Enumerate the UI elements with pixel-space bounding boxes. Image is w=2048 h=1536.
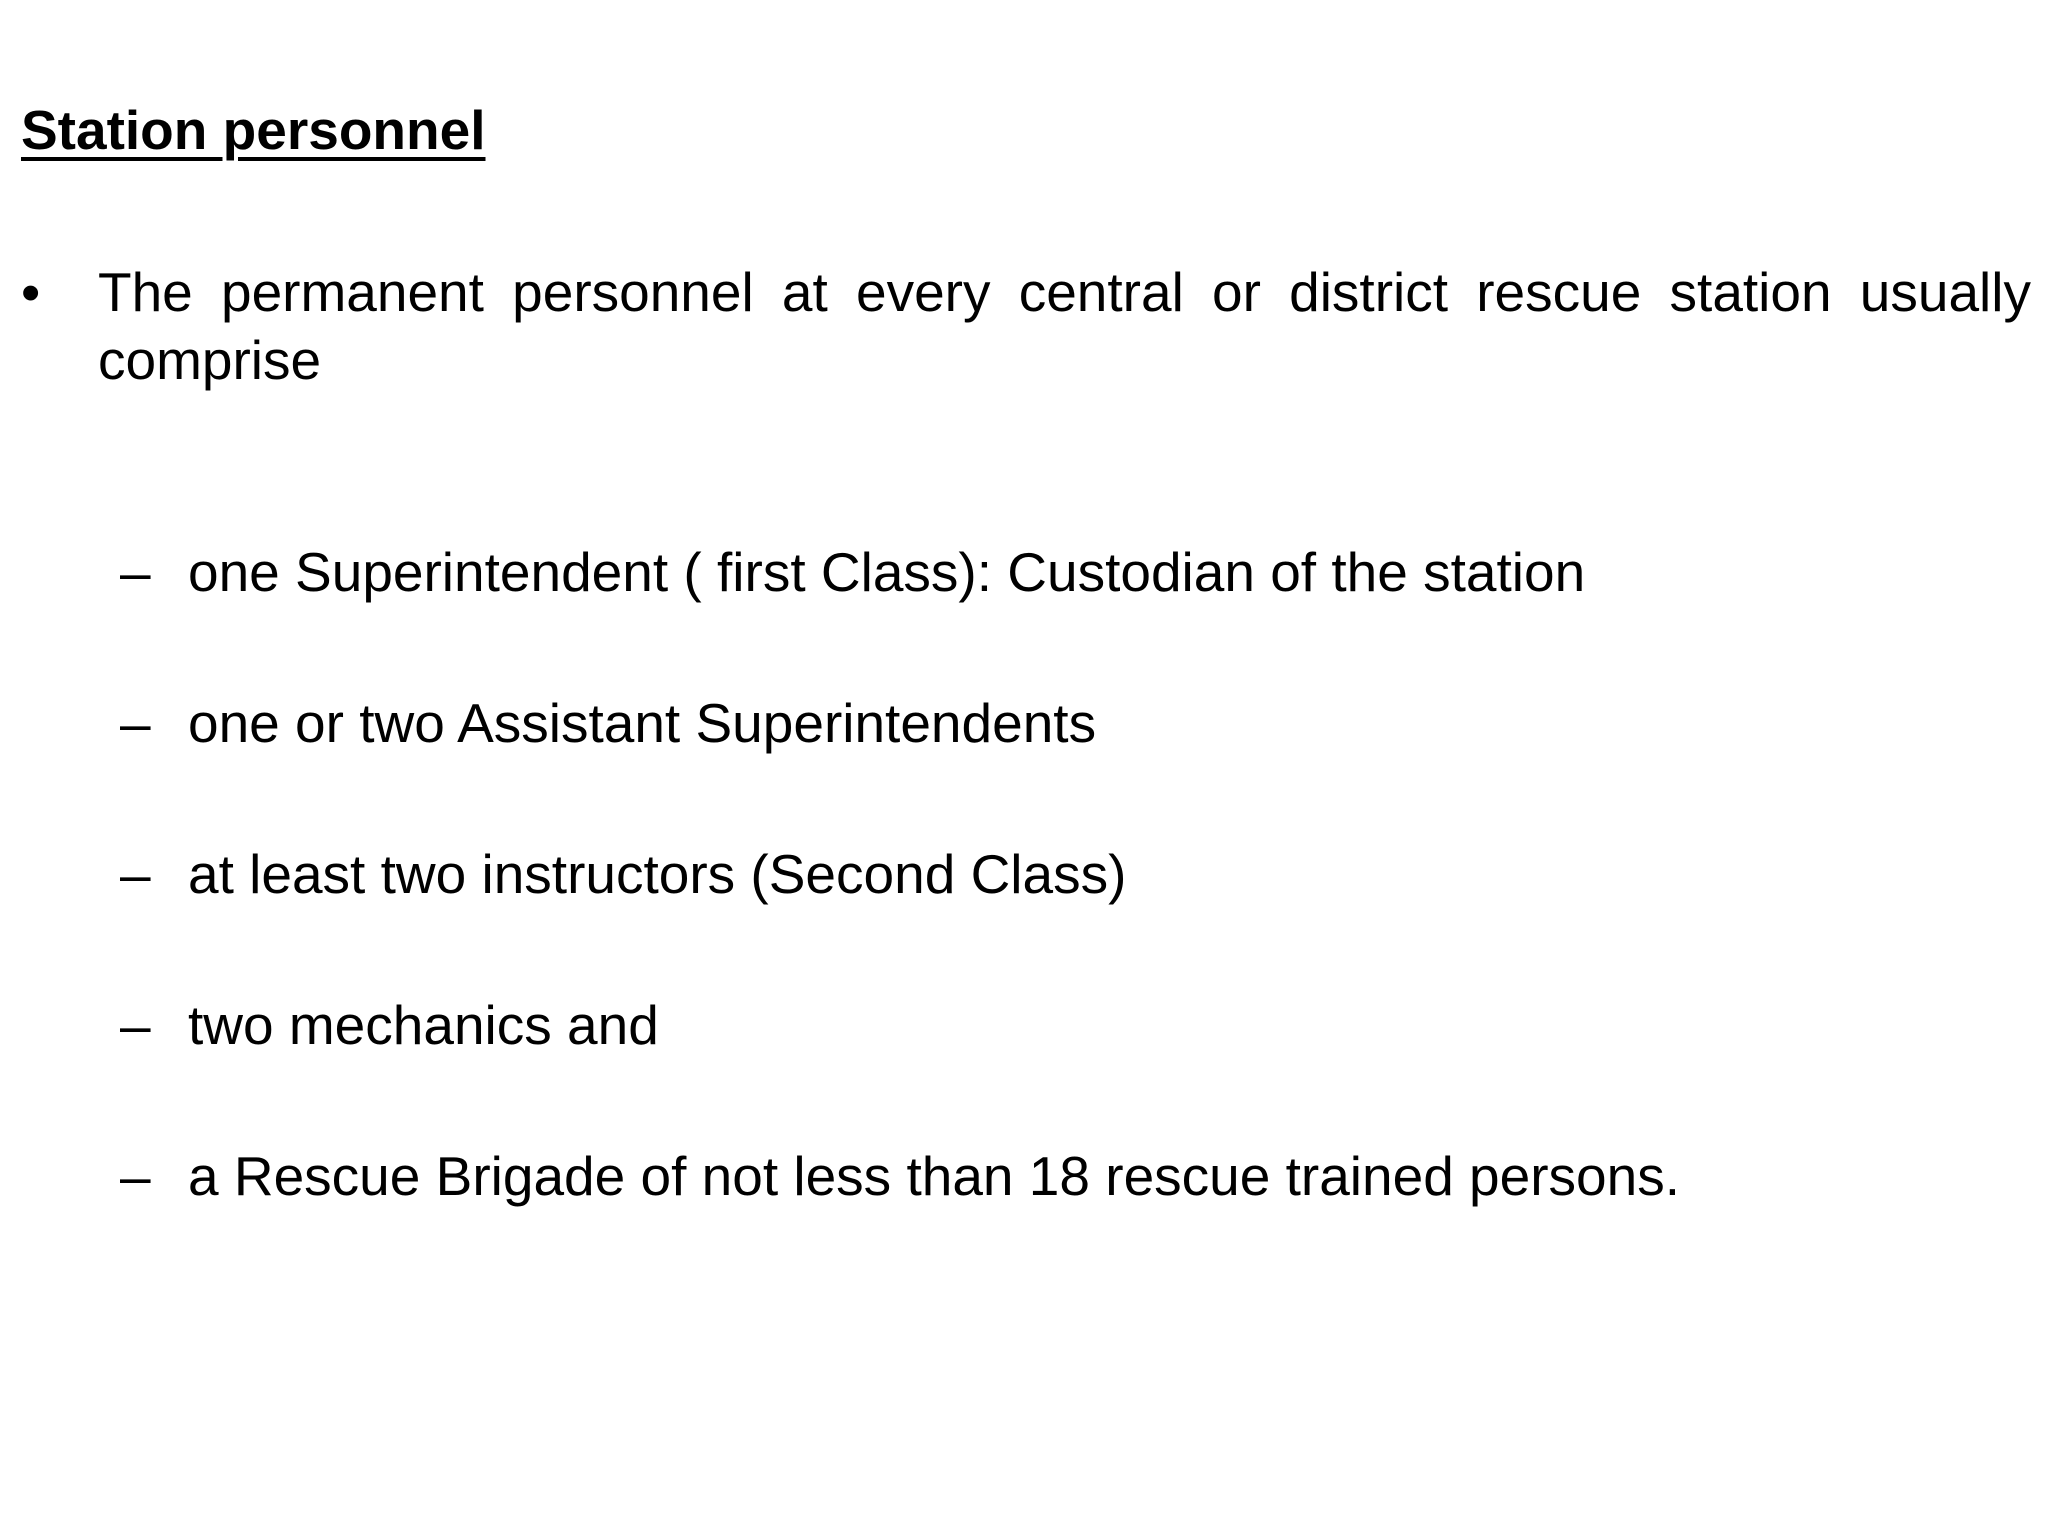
sub-bullet-text: one or two Assistant Superintendents [188, 692, 1097, 754]
bullet-text: The permanent personnel at every central or district rescue station usually comprise [98, 261, 2031, 391]
sub-bullet-text: a Rescue Brigade of not less than 18 rescue trained persons. [188, 1145, 1681, 1207]
dash-marker: – [120, 843, 151, 905]
sub-bullet-text: two mechanics and [188, 994, 659, 1056]
sub-bullet-text: one Superintendent ( first Class): Custodian of the station [188, 541, 1586, 603]
dash-marker: – [120, 1145, 151, 1207]
dash-marker: – [120, 692, 151, 754]
dash-marker: – [120, 994, 151, 1056]
dash-marker: – [120, 541, 151, 603]
sub-bullet-text: at least two instructors (Second Class) [188, 843, 1127, 905]
bullet-marker: • [21, 261, 41, 323]
slide-title: Station personnel [21, 99, 486, 161]
